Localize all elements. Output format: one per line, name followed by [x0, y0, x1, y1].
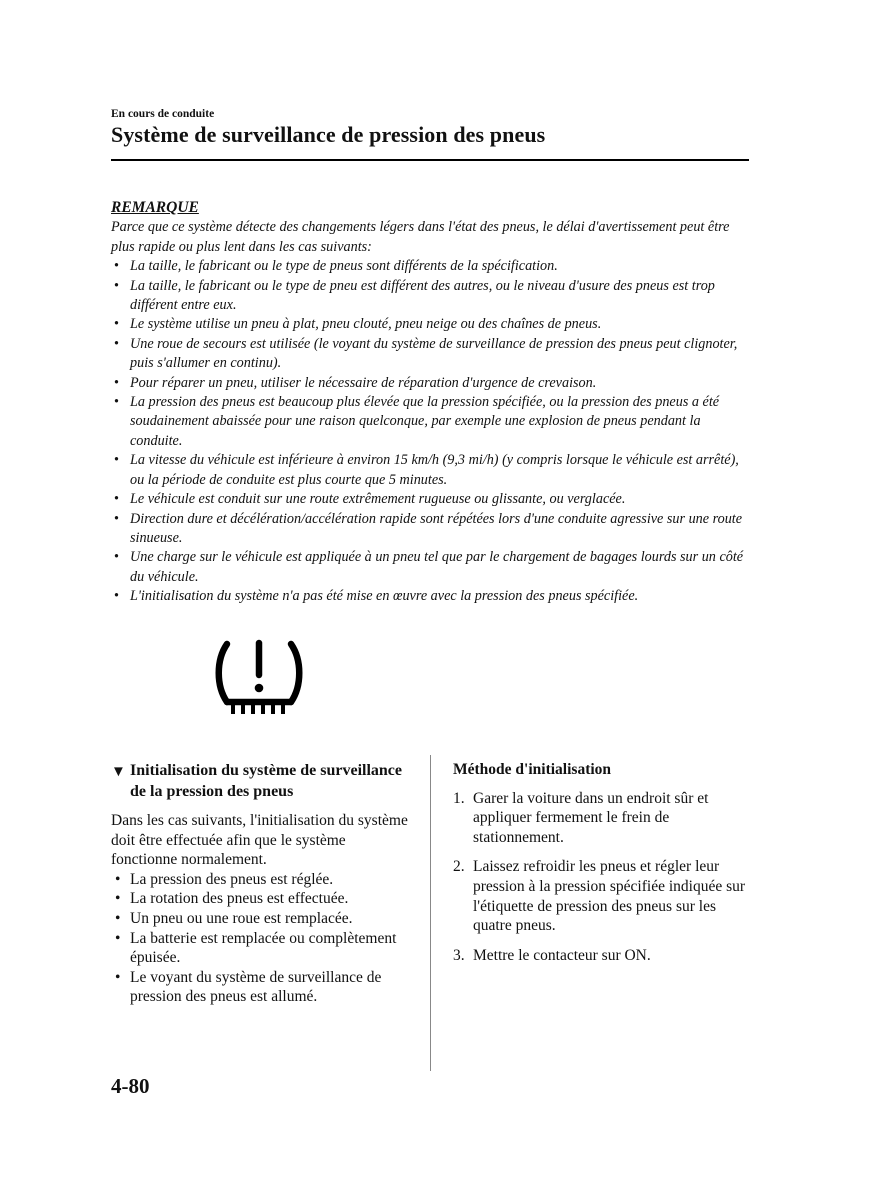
- initialization-intro: Dans les cas suivants, l'initialisation du système doit être effectuée afin que le système fonctionne normalement.: [111, 812, 408, 869]
- note-item: • Une charge sur le véhicule est appliquée à un pneu tel que par le chargement de bagages lourds sur un côté du véhicule.: [111, 548, 751, 587]
- method-column: [453, 760, 753, 975]
- initialization-item: • Un pneu ou une roue est remplacée.: [111, 909, 411, 929]
- method-step: [453, 789, 753, 848]
- column-divider: [430, 755, 431, 1071]
- initialization-list: [111, 870, 411, 1007]
- method-heading: Méthode d'initialisation: [453, 761, 612, 778]
- step-number: 3.: [453, 946, 465, 964]
- note-item: • Le système utilise un pneu à plat, pneu clouté, pneu neige ou des chaînes de pneus.: [111, 315, 751, 334]
- note-item: • L'initialisation du système n'a pas été mise en œuvre avec la pression des pneus spécifiée.: [111, 587, 751, 606]
- method-steps: [453, 789, 753, 966]
- note-item: • Direction dure et décélération/accélération rapide sont répétées lors d'une conduite agressive sur une route sinueuse.: [111, 510, 751, 549]
- note-block: [111, 198, 751, 607]
- note-item: • La taille, le fabricant ou le type de pneu est différent des autres, ou le niveau d'usure des pneus est trop différent entre eux.: [111, 277, 751, 316]
- initialization-column: [111, 760, 411, 1007]
- note-item: • Une roue de secours est utilisée (le voyant du système de surveillance de pression des pneus peut clignoter, puis s'allumer en continu).: [111, 335, 751, 374]
- page-number: 4-80: [111, 1074, 150, 1098]
- step-number: 2.: [453, 858, 465, 876]
- note-intro: Parce que ce système détecte des changements légers dans l'état des pneus, le délai d'avertissement peut être plus rapide ou plus lent dans les cas suivants:: [111, 219, 730, 255]
- note-item: • La vitesse du véhicule est inférieure à environ 15 km/h (9,3 mi/h) (y compris lorsque le véhicule est arrêté), ou la période de conduite est plus courte que 5 minutes.: [111, 451, 751, 490]
- method-step: [453, 946, 753, 966]
- step-text: Laissez refroidir les pneus et régler leur pression à la pression spécifiée indiquée sur l'étiquette de pression des pneus sur les quatre pneus.: [473, 858, 746, 935]
- step-text: Garer la voiture dans un endroit sûr et appliquer fermement le frein de stationnement.: [473, 789, 709, 846]
- tire-pressure-warning-icon: [211, 632, 307, 718]
- note-heading: REMARQUE: [111, 199, 199, 216]
- note-item: • La taille, le fabricant ou le type de pneus sont différents de la spécification.: [111, 257, 751, 276]
- note-item: • Pour réparer un pneu, utiliser le nécessaire de réparation d'urgence de crevaison.: [111, 374, 751, 393]
- page-title: Système de surveillance de pression des pneus: [111, 122, 546, 147]
- section-label: En cours de conduite: [111, 108, 215, 120]
- initialization-item: • La batterie est remplacée ou complètement épuisée.: [111, 929, 411, 968]
- title-rule: [111, 159, 749, 161]
- initialization-heading: [111, 760, 411, 802]
- initialization-heading-text: Initialisation du système de surveillance de la pression des pneus: [130, 762, 403, 800]
- initialization-item: • La pression des pneus est réglée.: [111, 870, 411, 890]
- note-list: [111, 257, 751, 606]
- note-item: • La pression des pneus est beaucoup plus élevée que la pression spécifiée, ou la pression des pneus a été soudainement abaissée pour une raison quelconque, par exemple une explosion de pneus pendant la conduite.: [111, 393, 751, 451]
- step-text: Mettre le contacteur sur ON.: [473, 946, 651, 964]
- triangle-down-icon: ▼: [111, 764, 126, 780]
- initialization-item: • Le voyant du système de surveillance de pression des pneus est allumé.: [111, 968, 411, 1007]
- note-item: • Le véhicule est conduit sur une route extrêmement rugueuse ou glissante, ou verglacée.: [111, 490, 751, 509]
- step-number: 1.: [453, 789, 465, 807]
- method-step: [453, 857, 753, 935]
- initialization-item: • La rotation des pneus est effectuée.: [111, 889, 411, 909]
